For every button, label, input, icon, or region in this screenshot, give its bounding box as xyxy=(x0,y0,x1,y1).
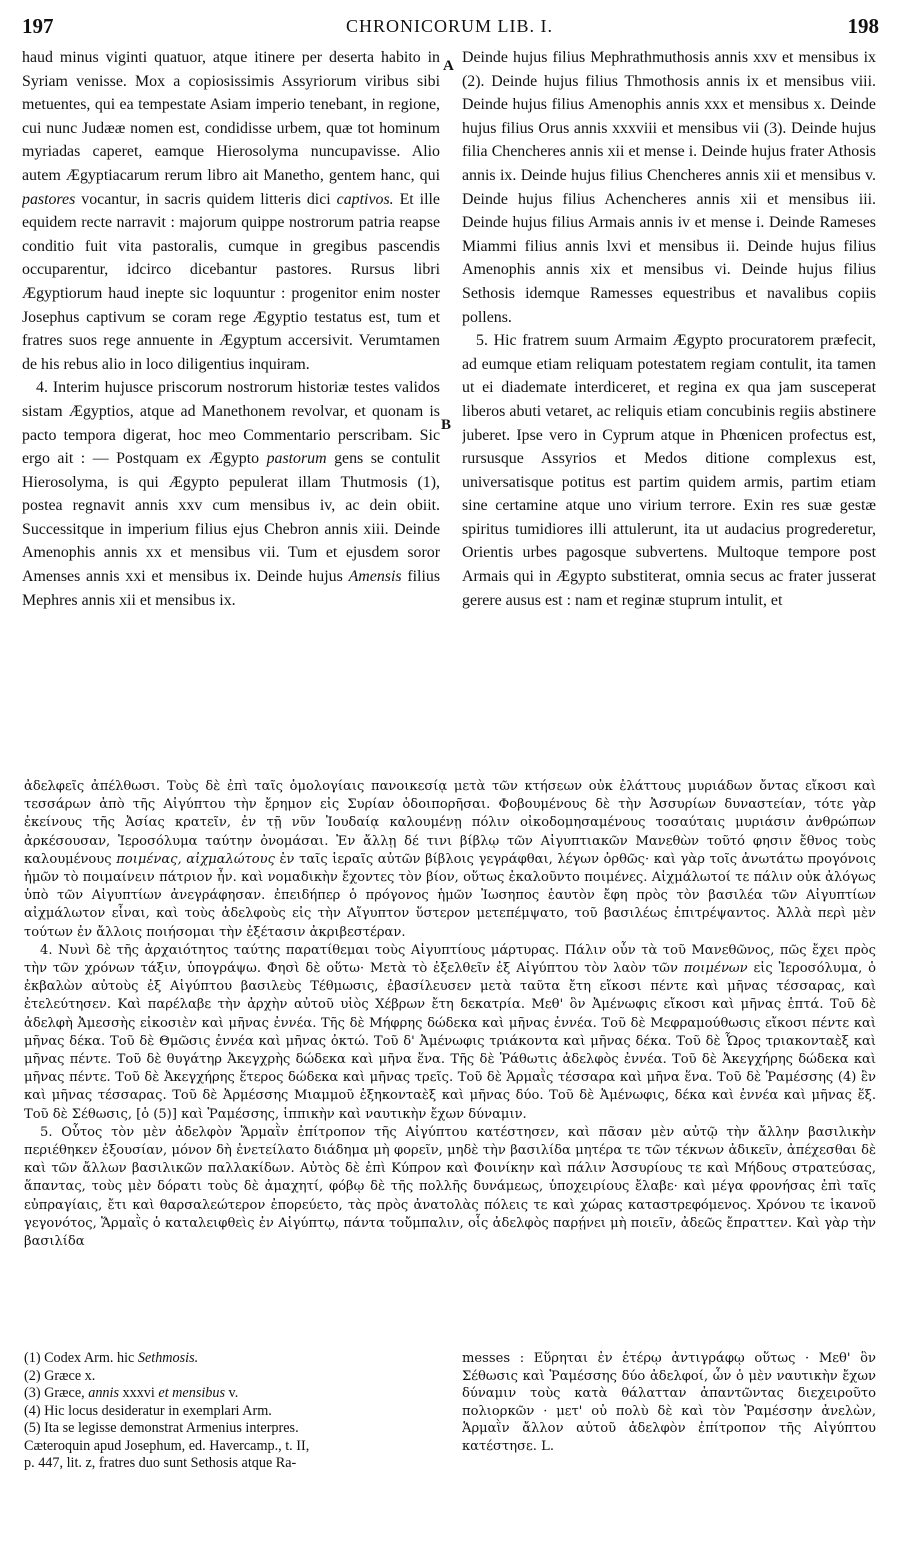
footnote xyxy=(24,1385,444,1403)
text-run: ἀδελφεῖς ἀπέλθωσι. Τοὺς δὲ ἐπὶ ταῖς ὁμολογίαις πανοικεσίᾳ μετὰ τῶν κτήσεων οὐκ ἐλάττους μυριάδων ὄντας εἴκοσι καὶ τεσσάρων ἀπὸ τῆς Αἰγύπτου τὴν ἔρημον εἰς Συρίαν ὁδοιπορῆσαι. Φοβουμένους δὲ τὴν Ἀσσυρίων δυναστείαν, τότε γὰρ ἐκείνους τῆς Ἀσίας κρατεῖν, ἐν τῇ νῦν Ἰουδαίᾳ καλουμένῃ πόλιν οἰκοδομησαμένους τοσαύταις μυριάσιν ἀνθρώπων ἀρκέσουσαν, Ἱεροσόλυμα ταύτην ὀνομάσαι. Ἐν ἄλλῃ δέ τινι βίβλῳ τῶν Αἰγυπτιακῶν Μανεθὼν τοῦτό φησιν ἔθνος τοὺς καλουμένους xyxy=(24,779,876,867)
text-run: xxxvi xyxy=(118,1385,159,1401)
text-run: 4. Νυνὶ δὲ τῆς ἀρχαιότητος ταύτης παρατίθεμαι τοὺς Αἰγυπτίους μάρτυρας. Πάλιν οὖν τὰ τοῦ Μανεθῶνος, πῶς ἔχει πρὸς τὴν τῶν χρόνων τάξιν, ὑπογράψω. Φησὶ δὲ οὕτω· Μετὰ τὸ ἐξελθεῖν ἐξ Αἰγύπτου τὸν λαὸν τῶν xyxy=(24,942,876,977)
greek-paragraph: 5. Οὗτος τὸν μὲν ἀδελφὸν Ἅρμαῒν ἐπίτροπον τῆς Αἰγύπτου κατέστησεν, καὶ πᾶσαν μὲν αὐτῷ τὴν ἄλλην βασιλικὴν περιέθηκεν ἐξουσίαν, μόνον δὴ ἐνετείλατο διάδημα μὴ φορεῖν, μηδὲ τὴν βασιλίδα μητέρα τε τῶν τέκνων ἀδικεῖν, ἀπέχεσθαι δὲ καὶ τῶν ἄλλων βασιλικῶν παλλακίδων. Αὐτὸς δὲ ἐπὶ Κύπρον καὶ Φοινίκην καὶ πάλιν Ἀσσυρίους τε καὶ Μήδους στρατεύσας, ἅπαντας, τοὺς μὲν δόρατι τοὺς δὲ ἀμαχητί, φόβῳ δὲ τῆς πολλῆς δυνάμεως, ὑποχειρίους ἔλαβε· καὶ μέγα φρονήσας ἐπὶ ταῖς εὐπραγίαις, ἔτι καὶ θαρσαλεώτερον ἐπορεύετο, τὰς πρὸς ἀνατολὰς πόλεις τε καὶ χώρας καταστρεφόμενος. Χρόνου τε ἱκανοῦ γεγονότος, Ἅρμαῒς ὁ καταλειφθεὶς ἐν Αἰγύπτῳ, πάντα τοὔμπαλιν, οἷς ἀδελφὸς παρῄνει μὴ ποιεῖν, ἀδεῶς ἔπραττεν. Καὶ γὰρ τὴν βασιλίδα xyxy=(24,1124,876,1250)
italic-run: Amensis xyxy=(348,568,402,586)
column-marker-a: A xyxy=(443,58,454,74)
footnote: (5) Ita se legisse demonstrat Armenius interpres. xyxy=(24,1420,299,1436)
running-title: CHRONICORUM LIB. I. xyxy=(345,16,553,36)
italic-run: et mensibus xyxy=(158,1385,225,1401)
text-run: ἐν ταῖς ἱεραῖς αὐτῶν βίβλοις γεγράφθαι, λέγων ὀρθῶς· καὶ γὰρ τοῖς ἀνωτάτω προγόνοις ἡμῶν τὸ ποιμαίνειν πάτριον ἦν. καὶ νομαδικὴν ἔχοντες τὸν βίον, οὕτως ἐκαλοῦντο ποιμένες. Αἰχμάλωτοί τε πάλιν οὐκ ἀλόγως ὑπὸ τῶν Αἰγυπτίων ἀνεγράφησαν. ἐπειδήπερ ὁ πρόγονος ἡμῶν Ἰωσηπος ἑαυτὸν ἔφη πρὸς τὸν βασιλέα τῶν Αἰγυπτίων αἰχμάλωτον εἶναι, καὶ τοὺς ἀδελφοὺς εἰς τὴν Αἴγυπτον ὕστερον μετεπέμψατο, τοῦ βασιλέως ἐπιτρέψαντος. Ἀλλὰ περὶ μὲν τούτων ἐν ἄλλοις ποιήσομαι τὴν ἐξέτασιν ἀκριβεστέραν. xyxy=(24,851,876,940)
text-run: filius Mephres annis xii et mensibus ix. xyxy=(22,568,440,609)
latin-paragraph xyxy=(22,376,440,612)
italic-run: captivos. xyxy=(336,190,394,208)
italic-run: ποιμένων xyxy=(683,961,748,977)
running-header xyxy=(0,14,899,42)
page-number-right: 198 xyxy=(847,14,879,38)
text-run: vocantur, in sacris quidem litteris dici xyxy=(75,190,337,208)
column-marker-b: B xyxy=(441,417,452,433)
footnote: (4) Hic locus desideratur in exemplari Arm. xyxy=(24,1402,272,1419)
footnote: Cæteroquin apud Josephum, ed. Havercamp., t. II, xyxy=(24,1437,310,1454)
text-run: v. xyxy=(225,1385,239,1401)
italic-run: pastorum xyxy=(266,450,327,468)
text-run: gens se contulit Hierosolyma, is qui Ægypto pepulerat illam Thutmosis (1), postea regnavit annis xxv cum mensibus iv, ac dein obiit. Successitque in imperium filius ejus Chebron annis xiii. Deinde Amenophis annis xx et mensibus vii. Tum et ejusdem soror Amenses annis xxi et mensibus ix. Deinde hujus xyxy=(22,450,440,586)
text-run: haud minus viginti quatuor, atque itinere per deserta habito in Syriam venisse. Mox a copiosissimis Assyriorum viribus sibi metuentes, qui ea tempestate Asiam imperio tenebant, in regione, cui nunc Judææ nomen est, condidisse urbem, quæ tot hominum myriadas caperet, eamque Hierosolyma nuncupavisse. Alio autem Ægyptiacarum rerum libro ait Manetho, gentem hanc, qui xyxy=(22,49,440,184)
latin-paragraph: 5. Hic fratrem suum Armaim Ægypto procuratorem præfecit, ad eumque etiam reliquam potestatem regiam contulit, ita tamen ut ei diademate interdiceret, et regina ex qua jam susceperat liberos abuti vetaret, ac reliquis etiam concubinis regiis abstinere juberet. Ipse vero in Cyprum atque in Phœnicen profectus est, rursusque Assyrios et Medos ditione complexus est, universatisque potitus est partim quidem armis, partim etiam sine certamine atque uno virium terrore. Exin res suæ gestæ spiritus tumidiores illi attulerunt, ita ut audacius progrederetur, Orientis urbes pagosque subvertens. Multoque tempore post Armais qui in Ægypto substiterat, omnia secus ac frater jusserat gerere ausus est : nam et reginæ stuprum intulit, et xyxy=(462,332,876,609)
text-run: Et ille equidem recte narravit : majorum quippe nostrorum patria reapse conditio fuit vita pastoralis, cumque in gregibus pascendis occuparentur, idcirco dicebantur pastores. Rursus libri Ægyptiorum haud inepte sic loquuntur : progenitor enim noster Josephus captivum se coram rege Ægyptio testatus est, tum et fratres suos rege annuente in Ægyptum accersivit. Verumtamen de his rebus alio in loco diligentius inquiram. xyxy=(22,190,440,373)
latin-paragraph xyxy=(22,46,440,376)
greek-paragraph xyxy=(24,778,876,942)
footnote xyxy=(24,1350,444,1368)
latin-column-left xyxy=(22,46,440,770)
greek-paragraph xyxy=(24,942,876,1124)
greek-text-block xyxy=(24,778,876,1346)
text-run: 4. Interim hujusce priscorum nostrorum historiæ testes validos sistam Ægyptios, atque ad Manethonem revolvar, et quonam is pacto tempora digerat, hoc meo Commentario perscribam. Sic ergo ait : — Postquam ex Ægypto xyxy=(22,379,440,468)
italic-run: ποιμένας, αἰχμαλώτους xyxy=(116,851,275,867)
italic-run: Sethmosis. xyxy=(137,1350,199,1366)
footnotes xyxy=(24,1350,444,1520)
text-run: (1) Codex Arm. hic xyxy=(24,1350,138,1366)
footnote-continuation: messes : Εὕρηται ἐν ἑτέρῳ ἀντιγράφῳ οὕτως · Μεθ' ὃν Σέθωσις καὶ Ῥαμέσσης δύο ἀδελφοί, ὧν ὁ μὲν ναυτικὴν ἔχων δύναμιν τοὺς κατὰ θάλατταν ἀπαντῶντας διεχειροῦτο πολιορκῶν · μετ' οὐ πολὺ δὲ καὶ τὸν Ῥαμέσσην ἀνελὼν, Ἁρμαῒν ἄλλον αὐτοῦ ἀδελφὸν ἐπίτροπον τῆς Αἰγύπτου κατέστησε. L. xyxy=(462,1351,876,1454)
page-number-left: 197 xyxy=(22,14,54,38)
latin-paragraph: Deinde hujus filius Mephrathmuthosis annis xxv et mensibus ix (2). Deinde hujus filius Thmothosis annis ix et mensibus viii. Deinde hujus filius Amenophis annis xxx et mensibus x. Deinde hujus filius Orus annis xxxviii et mensibus vii (3). Deinde hujus filia Chencheres annis xii et mense i. Deinde hujus frater Athosis annis ix. Deinde hujus filius Chencheres annis xii et mensibus v. Deinde hujus filius Achencheres annis xii et mensibus iii. Deinde hujus filius Armais annis iv et mense i. Deinde Rameses Miammi filius annis lxvi et mensibus ii. Deinde hujus filius Amenophis annis xix et mensibus vi. Deinde hujus filius Sethosis idemque Ramesses equestribus et navalibus copiis pollens. xyxy=(462,49,876,326)
footnote: (2) Græce x. xyxy=(24,1367,96,1384)
text-run: (3) Græce, xyxy=(24,1385,89,1401)
latin-column-right xyxy=(462,46,876,770)
text-run: εἰς Ἱεροσόλυμα, ὁ ἐκβαλὼν αὐτοὺς ἐξ Αἰγύπτου βασιλεὺς Τέθμωσις, ἐβασίλευσεν μετὰ ταῦτα ἔτη εἴκοσι πέντε καὶ μῆνας τέσσαρας, καὶ ἐτελεύτησεν. Καὶ παρέλαβε τὴν ἀρχὴν αὐτοῦ υἱὸς Χέβρων ἔτη δεκατρία. Μεθ' ὃν Ἀμένωφις εἴκοσι καὶ μῆνας ἑπτά. Τοῦ δὲ ἀδελφὴ Ἀμεσσὴς εἰκοσιὲν καὶ μῆνας ἐννέα. Τῆς δὲ Μήφρης δώδεκα καὶ μῆνας ἐννέα. Τοῦ δὲ Μεφραμούθωσις εἴκοσι πέντε καὶ μῆνας δέκα. Τοῦ δὲ Θμῶσις ἐννέα καὶ μῆνας ὀκτώ. Τοῦ δ' Ἀμένωφις τριάκοντα καὶ μῆνας δέκα. Τοῦ δὲ Ὧρος τριακονταὲξ καὶ μῆνας πέντε. Τοῦ δὲ θυγάτηρ Ἀκεγχρὴς δώδεκα καὶ μῆνα ἕνα. Τῆς δὲ Ῥάθωτις ἀδελφὸς ἐννέα. Τοῦ δὲ Ἀκεγχήρης δώδεκα καὶ μῆνας πέντε. Τοῦ δὲ Ἀκεγχήρης ἕτερος δώδεκα καὶ μῆνας τρεῖς. Τοῦ δὲ Ἁρμαῒς τέσσαρα καὶ μῆνα ἕνα. Τοῦ δὲ Ῥαμέσσης (4) ἓν καὶ μῆνας τέσσαρας. Τοῦ δὲ Ἀρμέσσης Μιαμμοῦ ἑξηκονταὲξ καὶ μῆνας δύο. Τοῦ δὲ Ἀμένωφις, δέκα καὶ ἐννέα καὶ μῆνας ἕξ. Τοῦ δὲ Σέθωσις, [ὁ (5)] καὶ Ῥαμέσσης, ἱππικὴν καὶ ναυτικὴν ἔχων δύναμιν. xyxy=(24,961,876,1122)
italic-run: annis xyxy=(88,1385,119,1401)
footnote: p. 447, lit. z, fratres duo sunt Sethosis atque Ra- xyxy=(24,1455,297,1471)
italic-run: pastores xyxy=(22,190,76,208)
